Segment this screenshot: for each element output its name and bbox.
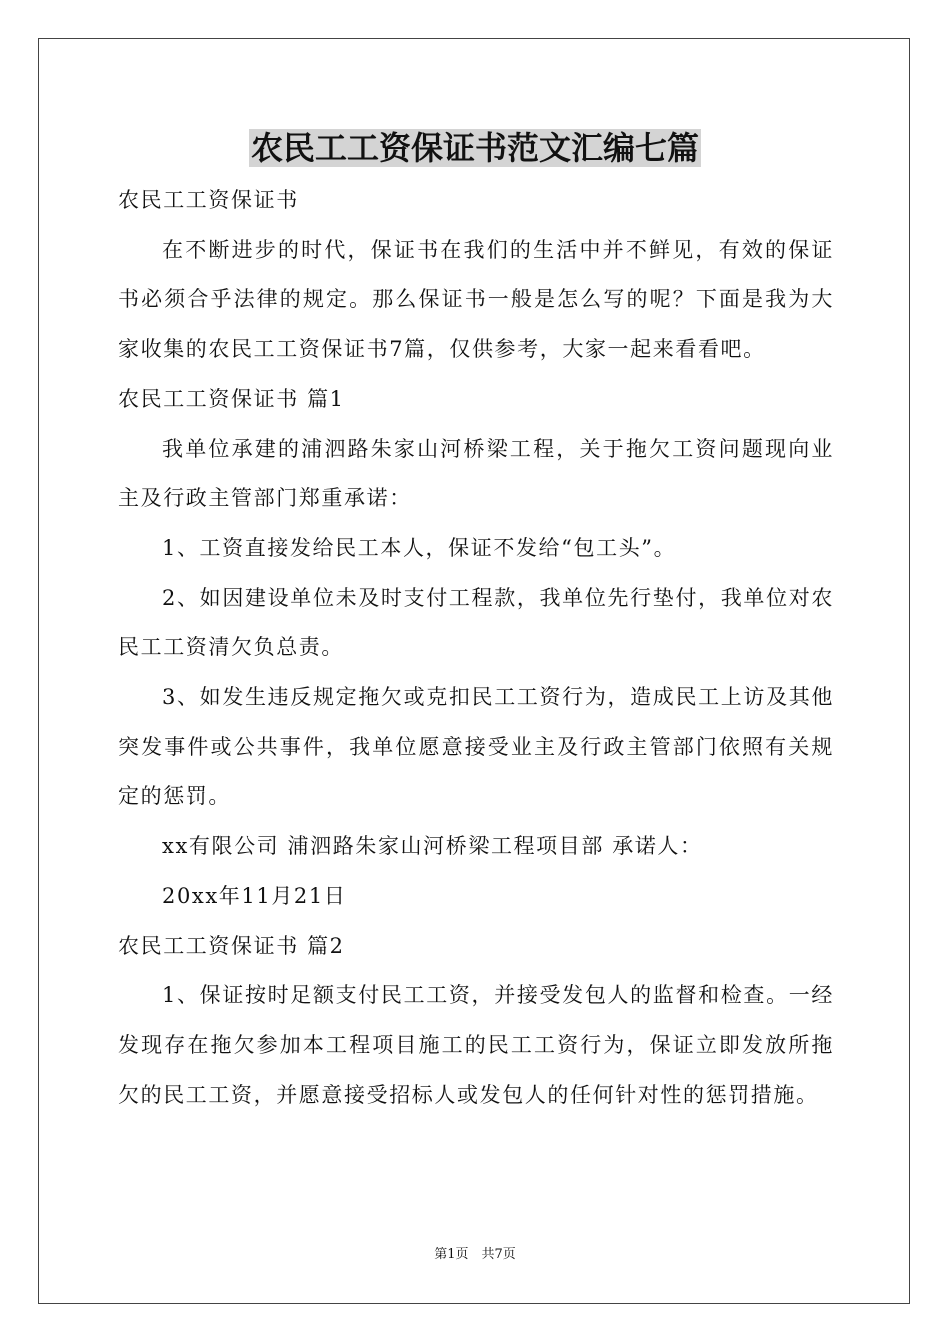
paragraph: 1、保证按时足额支付民工工资，并接受发包人的监督和检查。一经发现存在拖欠参加本工程项目施工的民工工资行为，保证立即发放所拖欠的民工工资，并愿意接受招标人或发包人的任何针对性的惩罚措施。 — [118, 983, 834, 1107]
page-number-label: 第1页 共7页 — [434, 1247, 516, 1262]
document-body — [118, 176, 834, 1120]
paragraph: 2、如因建设单位未及时支付工程款，我单位先行垫付，我单位对农民工工资清欠负总责。 — [118, 585, 834, 660]
paragraph: 1、工资直接发给民工本人，保证不发给“包工头”。 — [162, 535, 677, 560]
paragraph: 农民工工资保证书 — [118, 188, 299, 212]
paragraph: xx有限公司 浦泗路朱家山河桥梁工程项目部 承诺人： — [162, 834, 703, 859]
paragraph: 3、如发生违反规定拖欠或克扣民工工资行为，造成民工上访及其他突发事件或公共事件，我单位愿意接受业主及行政主管部门依照有关规定的惩罚。 — [118, 685, 834, 809]
page-footer — [0, 1246, 950, 1264]
paragraph: 我单位承建的浦泗路朱家山河桥梁工程，关于拖欠工资问题现向业主及行政主管部门郑重承诺： — [118, 436, 834, 511]
paragraph: 农民工工资保证书 篇1 — [118, 386, 345, 411]
document-title-text: 农民工工资保证书范文汇编七篇 — [250, 129, 699, 167]
paragraph: 20xx年11月21日 — [162, 883, 347, 908]
paragraph: 农民工工资保证书 篇2 — [118, 933, 345, 958]
paragraph: 在不断进步的时代，保证书在我们的生活中并不鲜见，有效的保证书必须合乎法律的规定。那么保证书一般是怎么写的呢？下面是我为大家收集的农民工工资保证书7篇，仅供参考，大家一起来看看吧。 — [118, 237, 834, 362]
document-title — [0, 128, 950, 168]
